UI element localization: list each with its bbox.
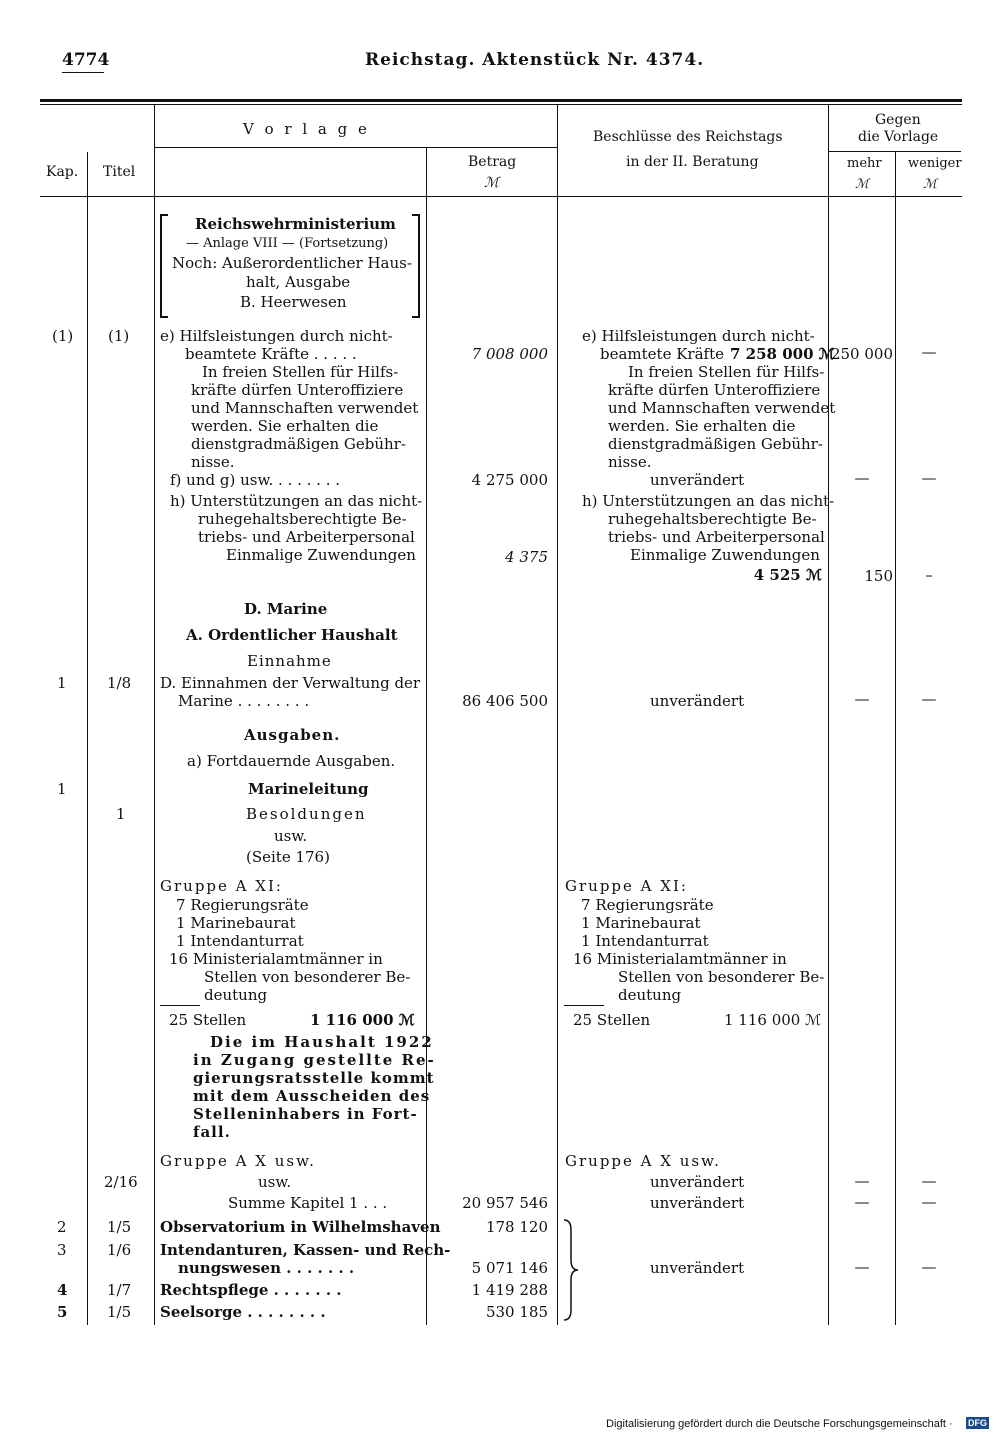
ordentlicher-haushalt-heading: A. Ordentlicher Haushalt xyxy=(186,626,398,644)
ausgaben-heading: Ausgaben. xyxy=(244,726,341,744)
einnahmen-line2: Marine . . . . . . . . xyxy=(178,692,310,710)
gruppe-note-1: Die im Haushalt 1922 xyxy=(210,1033,434,1051)
einnahmen-kap: 1 xyxy=(57,674,67,692)
gruppe-note-4: mit dem Ausscheiden des xyxy=(193,1087,431,1105)
row-e-line5: und Mannschaften verwendet xyxy=(191,399,419,417)
row-e-beschluss-line2: beamtete Kräfte xyxy=(600,345,724,363)
beschluss-gruppe-item-2: 1 Marinebaurat xyxy=(581,914,701,932)
box-right-bracket xyxy=(412,214,420,318)
beschluss-gruppe-ax-heading: Gruppe A X usw. xyxy=(565,1152,721,1170)
row-h-beschluss-line1: h) Unterstützungen an das nicht- xyxy=(582,492,835,510)
box-noch-1: Noch: Außerordentlicher Haus- xyxy=(172,254,412,272)
row-e-line1: e) Hilfsleistungen durch nicht- xyxy=(160,327,393,345)
row-h-betrag: 4 375 xyxy=(505,548,548,566)
col-header-mehr-unit: ℳ xyxy=(855,177,869,192)
row-2-titel: 1/5 xyxy=(107,1218,132,1236)
beschluss-gruppe-item-3: 1 Intendanturrat xyxy=(581,932,709,950)
col-header-beratung: in der II. Beratung xyxy=(626,154,759,170)
row-e-line4: kräfte dürfen Unteroffiziere xyxy=(191,381,404,399)
gruppe-sum-rule xyxy=(160,1005,200,1006)
gruppe-note-3: gierungsratsstelle kommt xyxy=(193,1069,435,1087)
summe-weniger: — xyxy=(921,1193,937,1211)
footer-credit: Digitalisierung gefördert durch die Deutsche Forschungsgemeinschaft · xyxy=(606,1418,953,1430)
row-e-weniger: — xyxy=(921,343,937,361)
besoldungen-usw: usw. xyxy=(274,827,308,845)
row-e-mehr: 250 000 xyxy=(830,345,893,363)
einnahmen-weniger: — xyxy=(921,690,937,708)
einnahmen-mehr: — xyxy=(854,690,870,708)
beschluss-gruppe-item-4-cont2: deutung xyxy=(618,986,682,1004)
row-3-label-cont: nungswesen . . . . . . . xyxy=(178,1259,355,1277)
gruppe-item-1: 7 Regierungsräte xyxy=(176,896,309,914)
box-title: Reichswehrministerium xyxy=(195,215,396,233)
row-4-titel: 1/7 xyxy=(107,1281,132,1299)
col-header-beschluesse: Beschlüsse des Reichstags xyxy=(593,129,783,145)
row-h-beschluss-line4: Einmalige Zuwendungen xyxy=(630,546,820,564)
row-e-beschluss-line4: kräfte dürfen Unteroffiziere xyxy=(608,381,821,399)
summe-label: Summe Kapitel 1 . . . xyxy=(228,1194,388,1212)
row-2-betrag: 178 120 xyxy=(485,1218,548,1236)
row-h-beschluss-amount: 4 525 ℳ xyxy=(753,566,822,584)
gruppe-note-5: Stelleninhabers in Fort- xyxy=(193,1105,418,1123)
box-noch-2: halt, Ausgabe xyxy=(246,273,351,291)
page-number-underline xyxy=(62,72,104,73)
row-5-titel: 1/5 xyxy=(107,1303,132,1321)
row-e-kap: (1) xyxy=(52,327,74,345)
box-left-bracket xyxy=(160,214,168,318)
gruppe-note-6: fall. xyxy=(193,1123,231,1141)
gruppe-item-3: 1 Intendanturrat xyxy=(176,932,304,950)
row-h-mehr: 150 xyxy=(864,567,893,585)
curly-brace xyxy=(562,1218,580,1322)
marineleitung-heading: Marineleitung xyxy=(248,780,369,798)
row-fg-beschluss: unverändert xyxy=(650,471,745,489)
table-top-rule-thin xyxy=(40,104,962,105)
col-divider-titel xyxy=(154,105,155,1325)
gruppe-total-amount: 1 116 000 ℳ xyxy=(310,1011,415,1029)
gruppe-total: 25 Stellen xyxy=(169,1011,247,1029)
row-3-kap: 3 xyxy=(57,1241,67,1259)
row-h-line2: ruhegehaltsberechtigte Be- xyxy=(198,510,407,528)
fortdauernde-ausgaben: a) Fortdauernde Ausgaben. xyxy=(187,752,396,770)
summe-beschluss: unverändert xyxy=(650,1194,745,1212)
usw-label: usw. xyxy=(258,1173,292,1191)
col-header-kap: Kap. xyxy=(46,164,79,180)
usw-titel: 2/16 xyxy=(104,1173,138,1191)
col-header-vorlage: V o r l a g e xyxy=(243,120,370,138)
summe-mehr: — xyxy=(854,1193,870,1211)
bottom-rows-mehr: — xyxy=(854,1258,870,1276)
bottom-rows-weniger: — xyxy=(921,1258,937,1276)
gruppe-item-2: 1 Marinebaurat xyxy=(176,914,296,932)
col-divider-betrag xyxy=(557,105,558,1325)
summe-betrag: 20 957 546 xyxy=(462,1194,548,1212)
beschluss-gruppe-item-4-cont1: Stellen von besonderer Be- xyxy=(618,968,825,986)
einnahmen-line1: D. Einnahmen der Verwaltung der xyxy=(160,674,421,692)
row-3-betrag: 5 071 146 xyxy=(471,1259,548,1277)
beschluss-gruppe-total: 25 Stellen xyxy=(573,1011,651,1029)
col-header-weniger-unit: ℳ xyxy=(923,177,937,192)
row-fg-mehr: — xyxy=(854,469,870,487)
row-e-beschluss-line5: und Mannschaften verwendet xyxy=(608,399,836,417)
row-e-line6: werden. Sie erhalten die xyxy=(191,417,379,435)
row-e-titel: (1) xyxy=(108,327,130,345)
usw-mehr: — xyxy=(854,1172,870,1190)
row-3-titel: 1/6 xyxy=(107,1241,132,1259)
col-header-die-vorlage: die Vorlage xyxy=(858,129,939,145)
row-e-beschluss-line3: In freien Stellen für Hilfs- xyxy=(628,363,825,381)
einnahmen-betrag: 86 406 500 xyxy=(462,692,548,710)
vorlage-rule xyxy=(155,147,558,148)
row-e-beschluss-line7: dienstgradmäßigen Gebühr- xyxy=(608,435,823,453)
row-2-label: Observatorium in Wilhelmshaven xyxy=(160,1218,441,1236)
row-5-label: Seelsorge . . . . . . . . xyxy=(160,1303,326,1321)
row-5-kap: 5 xyxy=(57,1303,68,1321)
row-e-line8: nisse. xyxy=(191,453,235,471)
gruppe-ax-heading: Gruppe A X usw. xyxy=(160,1152,316,1170)
usw-weniger: — xyxy=(921,1172,937,1190)
gruppe-axi-heading: Gruppe A XI: xyxy=(160,877,283,895)
beschluss-gruppe-item-1: 7 Regierungsräte xyxy=(581,896,714,914)
gruppe-note-2: in Zugang gestellte Re- xyxy=(193,1051,436,1069)
gruppe-item-4: 16 Ministerialamtmänner in xyxy=(169,950,383,968)
beschluss-gruppe-axi-heading: Gruppe A XI: xyxy=(565,877,688,895)
row-h-beschluss-line2: ruhegehaltsberechtigte Be- xyxy=(608,510,817,528)
row-4-betrag: 1 419 288 xyxy=(471,1281,548,1299)
row-e-beschluss-line1: e) Hilfsleistungen durch nicht- xyxy=(582,327,815,345)
bottom-rows-beschluss: unverändert xyxy=(650,1259,745,1277)
col-header-weniger: weniger xyxy=(908,156,962,171)
beschluss-gruppe-sum-rule xyxy=(564,1005,604,1006)
page-number: 4774 xyxy=(62,50,110,70)
besoldungen-heading: Besoldungen xyxy=(246,805,367,823)
row-5-betrag: 530 185 xyxy=(485,1303,548,1321)
row-h-line1: h) Unterstützungen an das nicht- xyxy=(170,492,423,510)
col-header-titel: Titel xyxy=(103,164,136,180)
box-heerwesen: B. Heerwesen xyxy=(240,293,347,311)
col-header-gegen: Gegen xyxy=(875,112,921,128)
row-h-line4: Einmalige Zuwendungen xyxy=(226,546,416,564)
row-e-line7: dienstgradmäßigen Gebühr- xyxy=(191,435,406,453)
einnahmen-beschluss: unverändert xyxy=(650,692,745,710)
row-3-label: Intendanturen, Kassen- und Rech- xyxy=(160,1241,451,1259)
row-fg-betrag: 4 275 000 xyxy=(471,471,548,489)
row-fg-label: f) und g) usw. . . . . . . . xyxy=(170,471,341,489)
col-divider-beschluss xyxy=(828,105,829,1325)
marineleitung-kap: 1 xyxy=(57,780,67,798)
dfg-logo: DFG xyxy=(968,1418,987,1428)
col-divider-kap xyxy=(87,152,88,1325)
beschluss-gruppe-total-amount: 1 116 000 ℳ xyxy=(724,1011,822,1029)
col-header-mehr: mehr xyxy=(847,156,882,171)
row-e-line2: beamtete Kräfte . . . . . xyxy=(185,345,357,363)
einnahmen-titel: 1/8 xyxy=(107,674,132,692)
row-2-kap: 2 xyxy=(57,1218,67,1236)
header-bottom-rule xyxy=(40,196,962,197)
besoldungen-titel: 1 xyxy=(116,805,126,823)
row-e-beschluss-line8: nisse. xyxy=(608,453,652,471)
col-divider-text xyxy=(426,148,427,1325)
table-top-rule xyxy=(40,99,962,102)
page-title: Reichstag. Aktenstück Nr. 4374. xyxy=(365,50,705,70)
row-4-label: Rechtspflege . . . . . . . xyxy=(160,1281,342,1299)
row-h-weniger: – xyxy=(925,566,933,584)
usw-beschluss: unverändert xyxy=(650,1173,745,1191)
row-e-betrag: 7 008 000 xyxy=(471,345,548,363)
gruppe-item-4-cont2: deutung xyxy=(204,986,268,1004)
row-h-line3: triebs- und Arbeiterpersonal xyxy=(198,528,415,546)
box-anlage: — Anlage VIII — (Fortsetzung) xyxy=(186,236,389,251)
row-h-beschluss-line3: triebs- und Arbeiterpersonal xyxy=(608,528,825,546)
row-e-beschluss-amount: 7 258 000 ℳ xyxy=(730,345,835,363)
row-e-line3: In freien Stellen für Hilfs- xyxy=(202,363,399,381)
besoldungen-seite: (Seite 176) xyxy=(246,848,330,866)
col-header-betrag: Betrag xyxy=(468,154,517,170)
gruppe-item-4-cont1: Stellen von besonderer Be- xyxy=(204,968,411,986)
col-divider-mehr xyxy=(895,152,896,1325)
col-header-betrag-unit: ℳ xyxy=(484,175,499,191)
beschluss-gruppe-item-4: 16 Ministerialamtmänner in xyxy=(573,950,787,968)
einnahme-heading: Einnahme xyxy=(247,652,332,670)
marine-heading: D. Marine xyxy=(244,600,328,618)
row-e-beschluss-line6: werden. Sie erhalten die xyxy=(608,417,796,435)
row-4-kap: 4 xyxy=(57,1281,68,1299)
row-fg-weniger: — xyxy=(921,469,937,487)
